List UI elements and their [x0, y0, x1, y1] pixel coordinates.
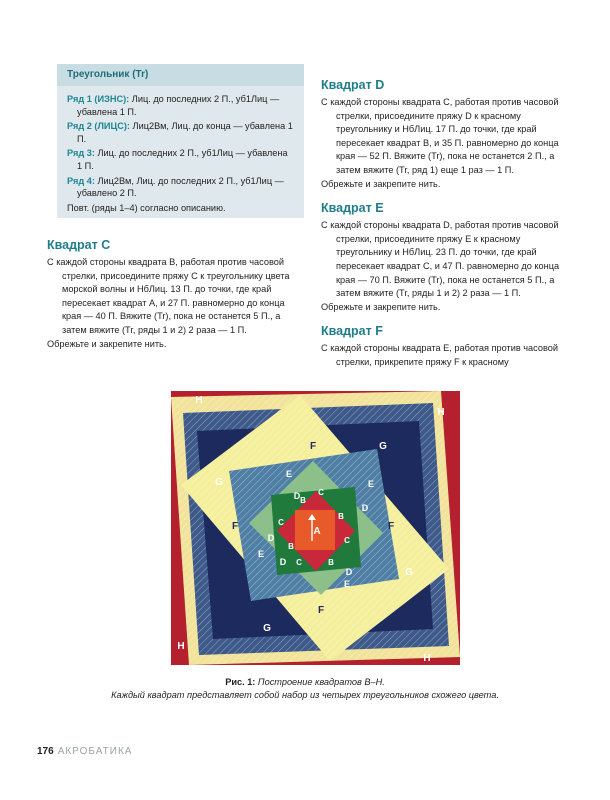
label-b: B	[300, 496, 306, 505]
sidebar-row: Ряд 3: Лиц. до последних 2 П., уб1Лиц — убавлена 1 П.	[67, 148, 288, 171]
label-e: E	[257, 549, 265, 559]
label-f: F	[317, 605, 325, 616]
sidebar-body	[57, 86, 304, 223]
label-g: G	[263, 623, 271, 634]
section-square-e	[321, 201, 566, 314]
sidebar-title: Треугольник (Tr)	[57, 64, 304, 86]
section-square-f	[321, 324, 566, 369]
label-c: C	[318, 488, 324, 497]
figure-caption	[0, 676, 610, 702]
label-e: E	[367, 479, 375, 489]
sidebar-row: Ряд 4: Лиц2Вм, Лиц. до последних 2 П., уб1Лиц — убавлено 2 П.	[67, 175, 284, 199]
section-title: Квадрат C	[47, 238, 111, 252]
sidebar-row: Ряд 1 (ИЗНС): Лиц. до последних 2 П., уб1Лиц — убавлена 1 П.	[67, 94, 280, 117]
label-g: G	[405, 567, 413, 578]
label-h: H	[177, 641, 185, 652]
section-title: Квадрат F	[321, 324, 383, 339]
label-c: C	[296, 558, 302, 567]
section-square-c	[47, 238, 305, 351]
label-g: G	[215, 477, 223, 488]
caption-label: Рис. 1:	[225, 677, 256, 687]
label-h: H	[423, 653, 431, 664]
section-text: С каждой стороны квадрата E, работая против часовой стрелки, прикрепите пряжу F к красному	[321, 343, 558, 367]
section-title: Квадрат D	[321, 78, 385, 92]
label-b: B	[338, 512, 344, 521]
label-c: C	[344, 536, 350, 545]
label-d: D	[293, 491, 301, 501]
label-b: B	[288, 542, 294, 551]
label-d: D	[361, 503, 369, 513]
triangle-sidebar	[57, 64, 304, 218]
label-f: F	[231, 521, 239, 532]
sidebar-row: Ряд 2 (ЛИЦС): Лиц2Вм, Лиц. до конца — убавлена 1 П.	[67, 121, 293, 144]
section-text: С каждой стороны квадрата D, работая против часовой стрелки, присоедините пряжу E к красному треугольнику и НбЛиц. 23 П. до точки, где край пересекает квадрат C, и 47 П. равномерно до конца края — 70 П. Вяжите (Tr), пока не останется 5 П., а затем вяжите (Tr, ряды 1 и 2) 2 раза — 1 П. Обрежьте и закрепите нить.	[321, 220, 560, 312]
section-title: Квадрат E	[321, 201, 384, 216]
caption-title: Построение квадратов B–H.	[255, 677, 385, 687]
label-b: B	[328, 558, 334, 567]
section-square-d	[321, 78, 566, 191]
label-g: G	[379, 441, 387, 452]
label-f: F	[387, 521, 395, 532]
section-text: С каждой стороны квадрата B, работая против часовой стрелки, присоедините пряжу C к треугольнику цвета морской волны и НбЛиц. 13 П. до точки, где край пересекает квадрат A, и 27 П. равномерно до конца края — 40 П. Вяжите (Tr), пока не останется 5 П., а затем вяжите (Tr, ряды 1 и 2) 2 раза — 1 П. Обрежьте и закрепите нить.	[47, 257, 290, 349]
section-text: С каждой стороны квадрата C, работая против часовой стрелки, присоедините пряжу D к красному треугольнику и НбЛиц. 17 П. до точки, где край пересекает квадрат B, и 35 П. равномерно до конца края — 52 П. Вяжите (Tr), пока не останется 2 П., а затем вяжите (Tr, ряд 1) еще 1 раз — 1 П. Обрежьте и закрепите нить.	[321, 97, 559, 189]
label-e: E	[343, 579, 351, 589]
page-footer	[37, 746, 132, 757]
sidebar-row: Повт. (ряды 1–4) согласно описанию.	[67, 202, 226, 213]
caption-description: Каждый квадрат представляет собой набор из четырех треугольников схожего цвета.	[111, 690, 499, 700]
squares-construction-figure	[171, 391, 460, 665]
label-d: D	[267, 533, 275, 543]
label-a: A	[313, 526, 321, 537]
label-c: C	[278, 518, 284, 527]
label-h: H	[437, 407, 445, 418]
label-d: D	[279, 557, 287, 567]
label-e: E	[285, 469, 293, 479]
label-d: D	[345, 567, 353, 577]
label-h: H	[195, 395, 203, 406]
page-number: 176	[37, 746, 54, 757]
label-f: F	[309, 441, 317, 452]
left-column	[47, 238, 305, 361]
chapter-name: АКРОБАТИКА	[57, 746, 133, 757]
right-column	[321, 78, 566, 380]
